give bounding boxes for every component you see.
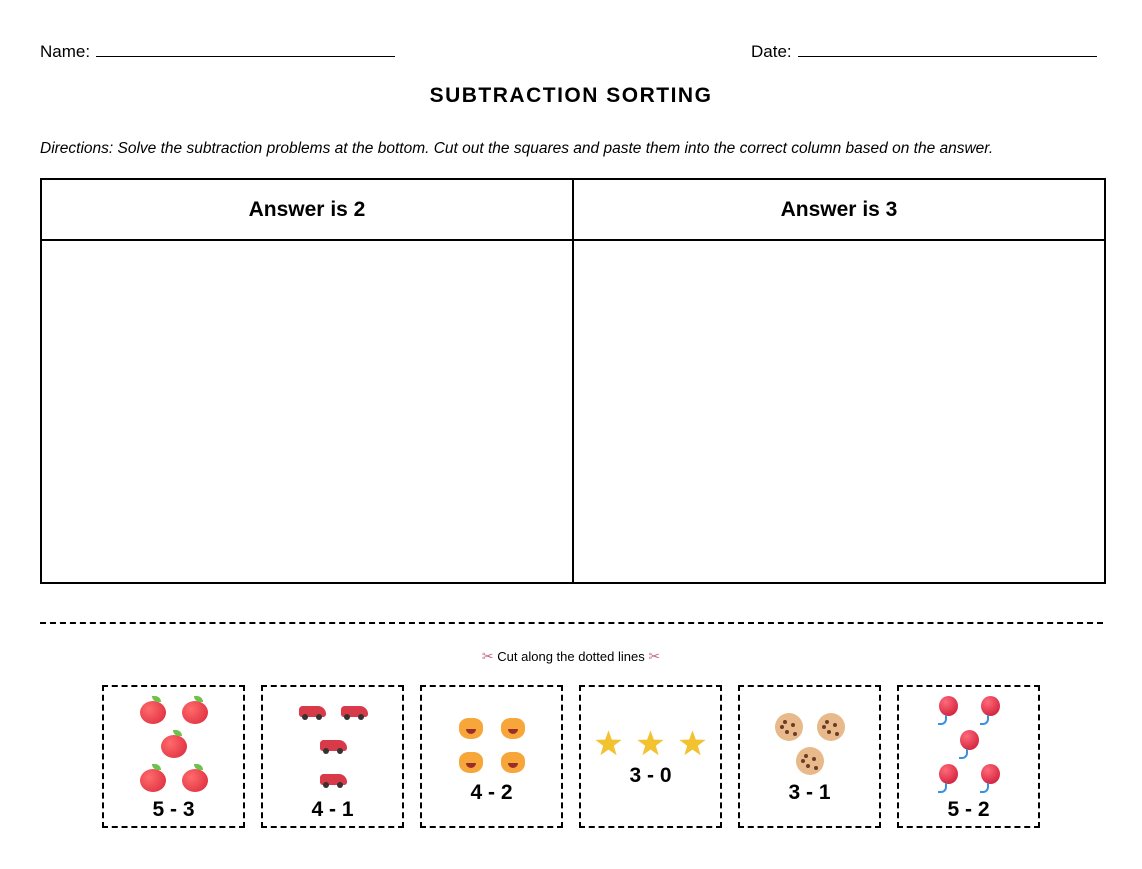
star-icon [595,730,623,758]
directions: Directions: Solve the subtraction problems at the bottom. Cut out the squares and paste them into the correct column based on the answer. [40,140,994,157]
apple-icon [139,696,167,724]
date-field[interactable] [751,40,1097,62]
page-title: SUBTRACTION SORTING [429,84,713,107]
icon-row [319,764,347,792]
icon-row [139,764,209,792]
problem-card[interactable] [579,685,722,828]
icon-row [160,730,188,758]
car-icon [319,730,347,758]
balloon-icon [955,730,983,758]
car-icon [298,696,326,724]
cookie-icon [817,713,845,741]
date-label: Date: [751,42,792,61]
icon-row [457,747,527,775]
icon-row [319,730,347,758]
balloon-icon [976,696,1004,724]
star-icon [637,730,665,758]
apple-icon [181,696,209,724]
icon-row [139,696,209,724]
icon-row [934,696,1004,724]
cookie-icon [796,747,824,775]
problem-label: 5 - 2 [947,797,990,821]
column-header-answer-3: Answer is 3 [573,179,1105,240]
apple-icon [160,730,188,758]
cat-icon [499,713,527,741]
cat-icon [457,747,485,775]
star-icon [679,730,707,758]
date-line[interactable] [798,40,1097,57]
icon-row [595,730,707,758]
problem-label: 3 - 1 [788,780,831,804]
icon-row [934,764,1004,792]
scissors-icon: ✂ [648,648,661,664]
name-line[interactable] [96,40,395,57]
scissors-icon: ✂ [481,648,494,664]
cat-icon [457,713,485,741]
icon-row [955,730,983,758]
column-area-answer-2 [41,240,573,583]
icon-row [298,696,368,724]
icon-row [457,713,527,741]
balloon-icon [934,764,962,792]
problem-card[interactable] [738,685,881,828]
sorting-table [40,178,1106,584]
icon-row [775,713,845,741]
cut-line [40,622,1103,624]
cookie-icon [775,713,803,741]
problem-label: 3 - 0 [629,763,672,787]
problem-card[interactable] [102,685,245,828]
cut-note-text: Cut along the dotted lines [497,649,645,664]
problem-label: 4 - 2 [470,780,513,804]
name-label: Name: [40,42,91,61]
apple-icon [181,764,209,792]
problem-card[interactable] [420,685,563,828]
apple-icon [139,764,167,792]
balloon-icon [934,696,962,724]
problem-label: 4 - 1 [311,797,354,821]
balloon-icon [976,764,1004,792]
car-icon [340,696,368,724]
car-icon [319,764,347,792]
cat-icon [499,747,527,775]
icon-row [796,747,824,775]
problem-label: 5 - 3 [152,797,195,821]
problem-cards [102,685,1040,828]
name-field[interactable] [40,40,395,62]
problem-card[interactable] [261,685,404,828]
problem-card[interactable] [897,685,1040,828]
column-header-answer-2: Answer is 2 [41,179,573,240]
cut-note [0,648,1142,665]
column-area-answer-3 [573,240,1105,583]
